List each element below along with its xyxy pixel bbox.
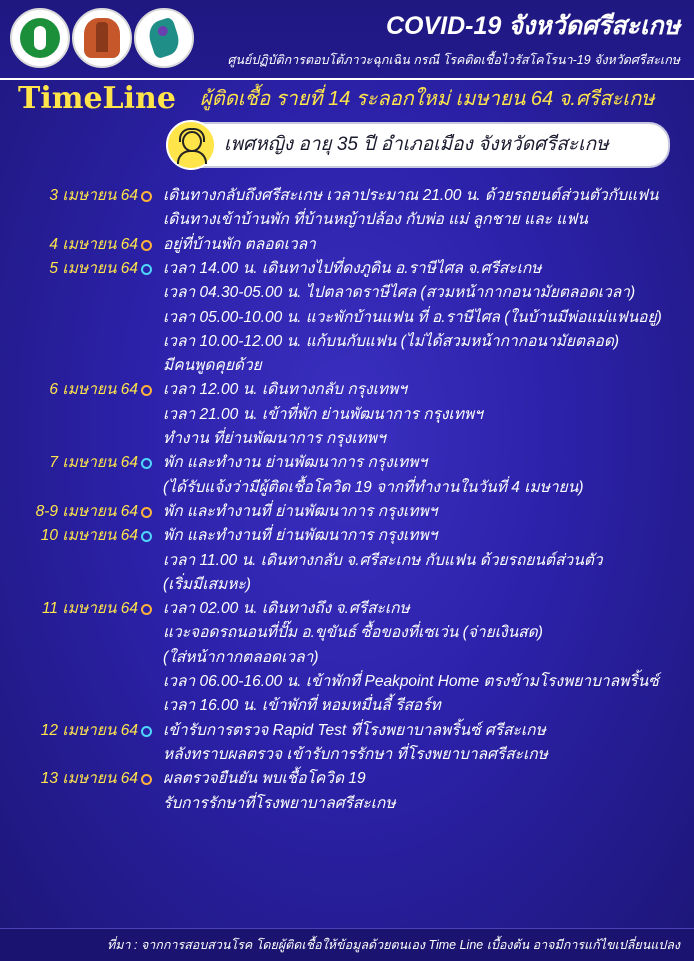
timeline-date: 12 เมษายน 64 <box>40 721 138 739</box>
person-info-pill <box>168 122 670 168</box>
timeline-row <box>0 743 694 767</box>
timeline-event-text: แวะจอดรถนอนที่ปั๊ม อ.ขุขันธ์ ซื้อของที่เซเว่น (จ่ายเงินสด) <box>163 624 543 642</box>
timeline-row <box>0 767 694 791</box>
case-headline: ผู้ติดเชื้อ รายที่ 14 ระลอกใหม่ เมษายน 64 จ.ศรีสะเกษ <box>200 88 655 110</box>
timeline-event-text: พัก และทำงานที่ ย่านพัฒนาการ กรุงเทพฯ <box>163 502 438 520</box>
timeline-row <box>0 476 694 500</box>
timeline-event-text: หลังทราบผลตรวจ เข้ารับการรักษา ที่โรงพยาบาลศรีสะเกษ <box>163 745 548 763</box>
timeline-date: 10 เมษายน 64 <box>40 527 138 545</box>
timeline-date: 4 เมษายน 64 <box>49 235 138 253</box>
timeline-row <box>0 281 694 305</box>
provincial-seal-logo-icon <box>72 8 132 68</box>
timeline-dot-icon <box>141 458 152 469</box>
timeline-event-text: เวลา 12.00 น. เดินทางกลับ กรุงเทพฯ <box>163 381 408 399</box>
emergency-center-logo-icon <box>134 8 194 68</box>
timeline-dot-icon <box>141 240 152 251</box>
timeline-label: TimeLine <box>18 81 176 116</box>
timeline-event-text: เดินทางเข้าบ้านพัก ที่บ้านหญ้าปล้อง กับพ่อ แม่ ลูกชาย และ แฟน <box>163 211 588 229</box>
timeline-row <box>0 451 694 475</box>
timeline-row <box>0 233 694 257</box>
timeline-row <box>0 257 694 281</box>
timeline-banner <box>10 82 684 116</box>
timeline-event-text: เวลา 14.00 น. เดินทางไปที่ดงภูดิน อ.ราษีไศล จ.ศรีสะเกษ <box>163 259 542 277</box>
ministry-of-public-health-logo-icon <box>10 8 70 68</box>
timeline-date: 13 เมษายน 64 <box>40 770 138 788</box>
timeline-row <box>0 403 694 427</box>
timeline-dot-icon <box>141 604 152 615</box>
footer <box>0 928 694 961</box>
timeline-event-text: อยู่ที่บ้านพัก ตลอดเวลา <box>163 235 316 253</box>
timeline-dot-icon <box>141 774 152 785</box>
timeline-row <box>0 792 694 816</box>
timeline-row <box>0 208 694 232</box>
timeline-row <box>0 184 694 208</box>
timeline-row <box>0 306 694 330</box>
timeline-date: 8-9 เมษายน 64 <box>35 502 138 520</box>
timeline-event-text: เวลา 11.00 น. เดินทางกลับ จ.ศรีสะเกษ กับแฟน ด้วยรถยนต์ส่วนตัว <box>163 551 603 569</box>
timeline-event-text: เวลา 04.30-05.00 น. ไปตลาดราษีไศล (สวมหน้ากากอนามัยตลอดเวลา) <box>163 284 636 302</box>
timeline-event-text: เดินทางกลับถึงศรีสะเกษ เวลาประมาณ 21.00 น. ด้วยรถยนต์ส่วนตัวกับแฟน <box>163 187 659 204</box>
timeline-event-text: พัก และทำงาน ย่านพัฒนาการ กรุงเทพฯ <box>163 454 428 472</box>
timeline-event-text: พัก และทำงานที่ ย่านพัฒนาการ กรุงเทพฯ <box>163 527 438 545</box>
timeline-dot-icon <box>141 726 152 737</box>
timeline-row <box>0 719 694 743</box>
timeline-event-text: เวลา 06.00-16.00 น. เข้าพักที่ Peakpoint Home ตรงข้ามโรงพยาบาลพริ้นซ์ <box>163 673 659 690</box>
timeline-event-text: รับการรักษาที่โรงพยาบาลศรีสะเกษ <box>163 794 396 812</box>
timeline-row <box>0 670 694 694</box>
timeline-row <box>0 354 694 378</box>
timeline-date: 6 เมษายน 64 <box>49 381 138 399</box>
timeline-row <box>0 597 694 621</box>
source-note: ที่มา : จากการสอบสวนโรค โดยผู้ติดเชื้อให้ข้อมูลด้วยตนเอง Time Line เบื้องต้น อาจมีการแก้ไขเปลี่ยนแปลง <box>107 938 680 952</box>
timeline-date: 7 เมษายน 64 <box>49 454 138 472</box>
timeline-row <box>0 427 694 451</box>
timeline-event-text: ทำงาน ที่ย่านพัฒนาการ กรุงเทพฯ <box>163 430 386 447</box>
timeline-row <box>0 549 694 573</box>
timeline-dot-icon <box>141 531 152 542</box>
timeline-event-text: เข้ารับการตรวจ Rapid Test ที่โรงพยาบาลพริ้นซ์ ศรีสะเกษ <box>163 721 546 739</box>
person-description: เพศหญิง อายุ 35 ปี อำเภอเมือง จังหวัดศรีสะเกษ <box>224 134 609 155</box>
timeline-row <box>0 694 694 718</box>
timeline-row <box>0 330 694 354</box>
timeline-date: 5 เมษายน 64 <box>49 259 138 277</box>
timeline-event-text: เวลา 05.00-10.00 น. แวะพักบ้านแฟน ที่ อ.ราษีไศล (ในบ้านมีพ่อแม่แฟนอยู่) <box>163 308 662 326</box>
timeline-row <box>0 646 694 670</box>
timeline-event-text: (ได้รับแจ้งว่ามีผู้ติดเชื้อโควิด 19 จากที่ทำงานในวันที่ 4 เมษายน) <box>163 478 584 496</box>
page-title: COVID-19 จังหวัดศรีสะเกษ <box>385 12 680 40</box>
timeline-dot-icon <box>141 385 152 396</box>
timeline-event-text: เวลา 16.00 น. เข้าพักที่ หอมหมื่นลี้ รีสอร์ท <box>163 697 441 715</box>
timeline-event-text: เวลา 10.00-12.00 น. แก้บนกับแฟน (ไม่ได้สวมหน้ากากอนามัยตลอด) <box>163 332 620 350</box>
page-subtitle: ศูนย์ปฏิบัติการตอบโต้ภาวะฉุกเฉิน กรณี โรคติดเชื้อไวรัสโคโรนา-19 จังหวัดศรีสะเกษ <box>227 53 680 67</box>
timeline-event-text: เวลา 21.00 น. เข้าที่พัก ย่านพัฒนาการ กรุงเทพฯ <box>163 405 483 423</box>
timeline-event-text: เวลา 02.00 น. เดินทางถึง จ.ศรีสะเกษ <box>163 600 410 618</box>
timeline-row <box>0 621 694 645</box>
timeline-row <box>0 573 694 597</box>
timeline-dot-icon <box>141 191 152 202</box>
timeline-event-text: ผลตรวจยืนยัน พบเชื้อโควิด 19 <box>163 770 366 788</box>
timeline-dot-icon <box>141 507 152 518</box>
timeline-row <box>0 378 694 402</box>
timeline-row <box>0 500 694 524</box>
timeline-row <box>0 524 694 548</box>
woman-avatar-icon <box>166 120 216 170</box>
header <box>0 0 694 80</box>
timeline-event-text: (เริ่มมีเสมหะ) <box>163 575 251 593</box>
timeline-date: 3 เมษายน 64 <box>49 187 138 204</box>
timeline-event-text: (ใส่หน้ากากตลอดเวลา) <box>163 648 319 666</box>
timeline-dot-icon <box>141 264 152 275</box>
timeline-date: 11 เมษายน 64 <box>41 600 138 618</box>
timeline-event-text: มีคนพูดคุยด้วย <box>163 357 262 375</box>
